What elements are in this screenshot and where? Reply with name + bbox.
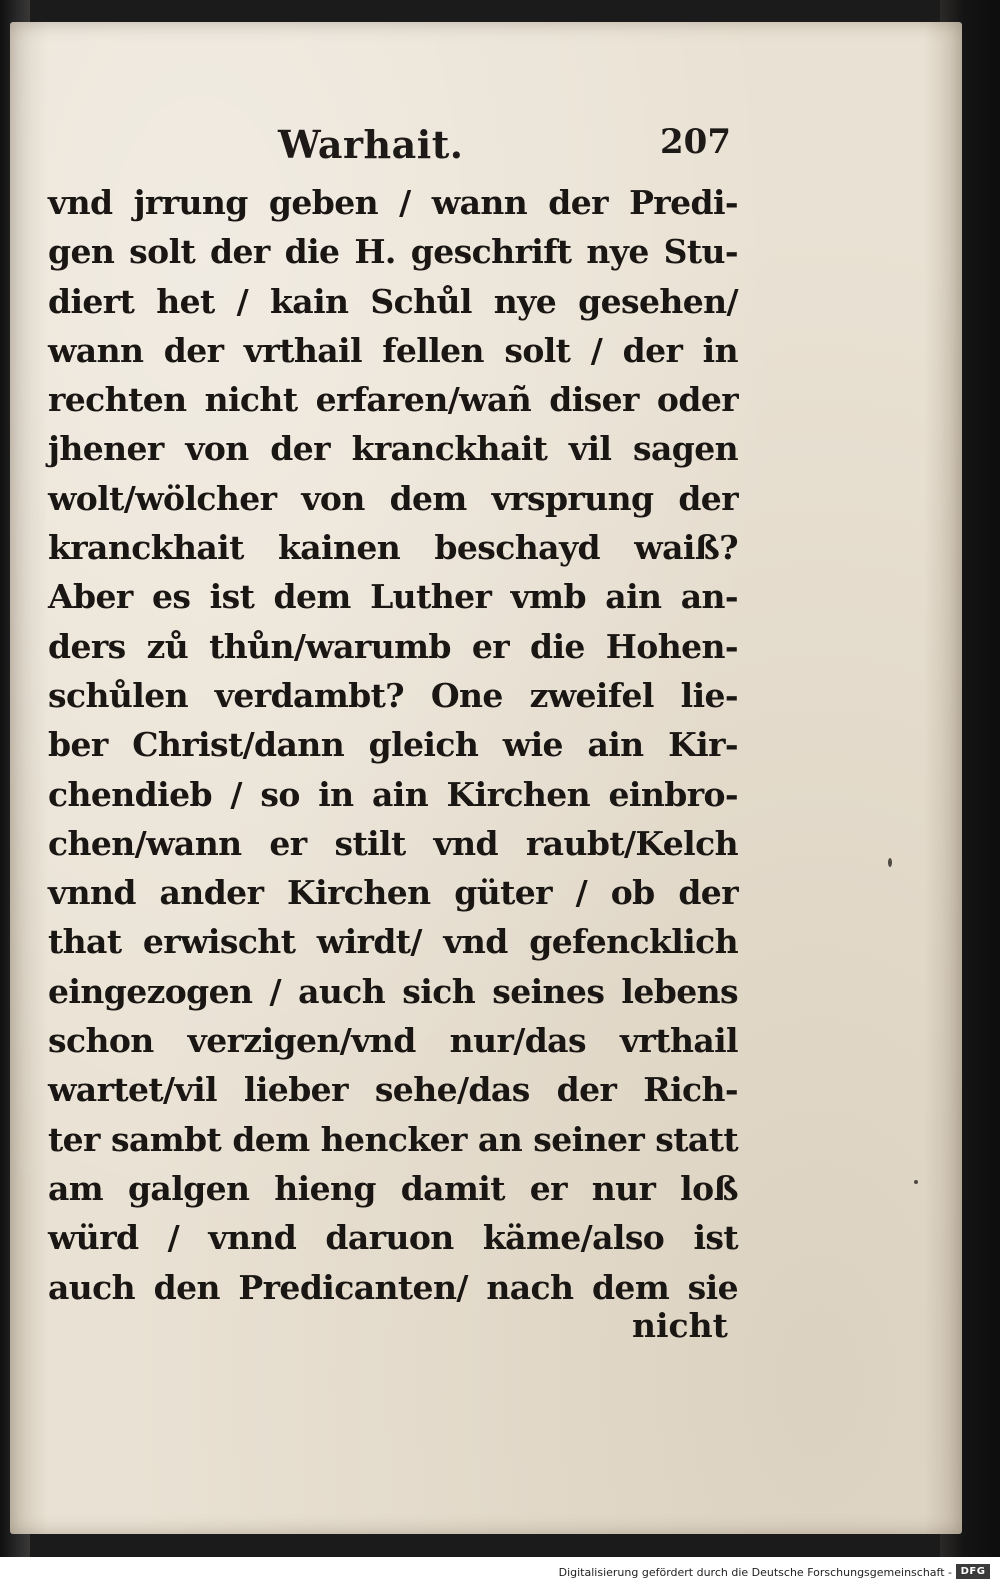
text-line: ber Christ/dann gleich wie ain Kir-: [48, 725, 738, 765]
text-line: auch den Predicanten/ nach dem sie: [48, 1267, 738, 1307]
text-line: wolt/wölcher von dem vrsprung der: [48, 478, 738, 518]
paper-speck: [914, 1180, 918, 1184]
text-line: diert het / kain Schůl nye gesehen/: [48, 281, 738, 321]
text-line: schon verzigen/vnd nur/das vrthail: [48, 1021, 738, 1061]
running-head: [40, 122, 740, 172]
text-line: chen/wann er stilt vnd raubt/Kelch: [48, 823, 738, 863]
text-line: vnnd ander Kirchen güter / ob der: [48, 873, 738, 913]
paper-speck: [888, 858, 892, 867]
text-line: wartet/vil lieber sehe/das der Rich-: [48, 1070, 738, 1110]
text-line: that erwischt wirdt/ vnd gefencklich: [48, 922, 738, 962]
text-line: chendieb / so in ain Kirchen einbro-: [48, 774, 738, 814]
text-line: rechten nicht erfaren/wañ diser oder: [48, 380, 738, 420]
book-page: [10, 22, 962, 1534]
page-number: 207: [660, 122, 731, 162]
text-line: ter sambt dem hencker an seiner statt: [48, 1119, 738, 1159]
footer-bar: [0, 1557, 1000, 1587]
catchword: nicht: [632, 1306, 728, 1345]
digitization-credit: Digitalisierung gefördert durch die Deutsche Forschungsgemeinschaft -: [558, 1566, 952, 1579]
text-line: vnd jrrung geben / wann der Predi-: [48, 183, 738, 222]
text-line: würd / vnnd daruon käme/also ist: [48, 1218, 738, 1258]
text-line: am galgen hieng damit er nur loß: [48, 1168, 738, 1208]
text-line: jhener von der kranckhait vil sagen: [48, 429, 738, 469]
text-block: [48, 178, 738, 1312]
text-line: kranckhait kainen beschayd waiß?: [48, 528, 738, 568]
dfg-logo-icon: DFG: [956, 1564, 990, 1579]
text-line: ders zů thůn/warumb er die Hohen-: [48, 626, 738, 666]
text-line: eingezogen / auch sich seines lebens: [48, 971, 738, 1011]
running-title: Warhait.: [278, 122, 464, 167]
text-line: schůlen verdambt? One zweifel lie-: [48, 675, 738, 715]
text-line: wann der vrthail fellen solt / der in: [48, 330, 738, 370]
text-line: Aber es ist dem Luther vmb ain an-: [48, 577, 738, 617]
text-line: gen solt der die H. geschrift nye Stu-: [48, 232, 738, 272]
